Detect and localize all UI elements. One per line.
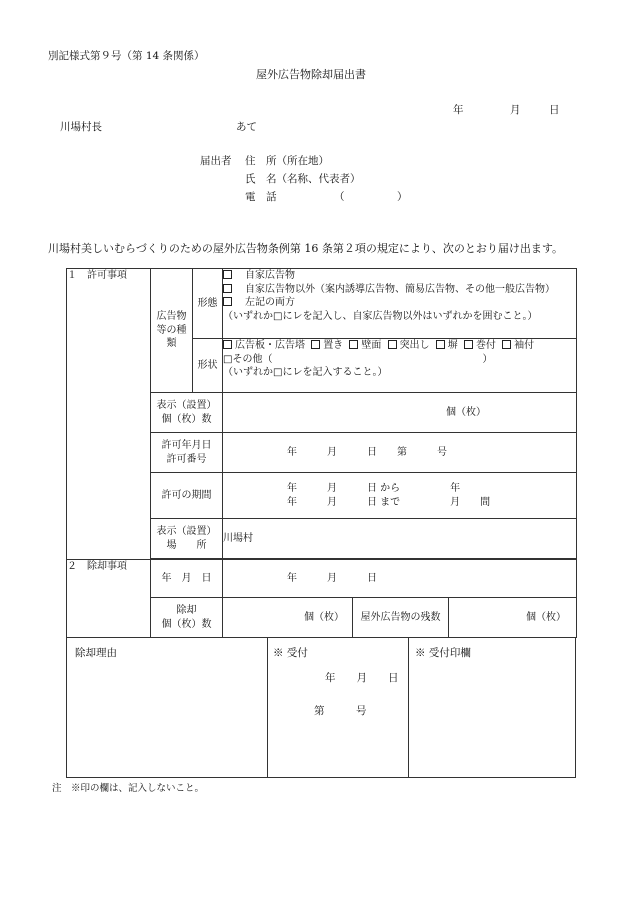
phone-label: 電 話 xyxy=(245,191,277,203)
checkbox-icon[interactable] xyxy=(349,340,358,349)
form-options-cell xyxy=(223,269,577,339)
shape-option-placed[interactable]: 置き xyxy=(311,340,343,351)
name-label: 氏 名（名称、代表者） xyxy=(245,173,361,185)
removed-count-label-cell xyxy=(151,598,223,638)
section1-label-cell xyxy=(67,269,151,560)
section1-label: １ 許可事項 xyxy=(67,270,127,281)
permit-period-label: 許可の期間 xyxy=(161,489,212,501)
permit-date-field[interactable] xyxy=(223,433,577,473)
display-count-label-1: 表示（設置） xyxy=(156,400,217,411)
form-label: 形態 xyxy=(197,297,218,309)
checkbox-icon[interactable] xyxy=(223,284,232,293)
removal-date-label-cell xyxy=(151,560,223,598)
shape-label-cell xyxy=(193,339,223,393)
permit-date-label-cell xyxy=(151,433,223,473)
address-label: 住 所（所在地） xyxy=(245,155,329,167)
addressee-suffix: あて xyxy=(236,121,257,133)
statement-text: 川場村美しいむらづくりのための屋外広告物条例第 16 条第２項の規定により、次のとおり届け出ます。 xyxy=(48,242,563,255)
notification-form-table xyxy=(66,268,577,638)
form-option-other[interactable]: 自家広告物以外（案内誘導広告物、簡易広告物、その他一般広告物） xyxy=(223,283,576,297)
form-reference: 別記様式第９号（第 14 条関係） xyxy=(48,50,205,62)
location-value: 川場村 xyxy=(223,532,253,544)
date-year: 年 xyxy=(453,104,464,116)
shape-option-other[interactable]: □その他（ ） xyxy=(223,353,493,365)
location-label-2: 場 所 xyxy=(166,539,207,551)
permit-period-from: 年 月 日 から 年 xyxy=(287,483,461,494)
permit-date-label-1: 許可年月日 xyxy=(161,440,212,451)
removal-date-label: 年 月 日 xyxy=(161,572,212,584)
receipt-stamp-box xyxy=(408,637,576,778)
display-count-field[interactable] xyxy=(223,393,577,433)
permit-period-field[interactable] xyxy=(223,473,577,519)
shape-option-wrapped[interactable]: 巻付 xyxy=(464,340,496,351)
shape-option-wall[interactable]: 壁面 xyxy=(349,340,381,351)
addressee: 川場村長 xyxy=(60,121,102,133)
checkbox-icon[interactable] xyxy=(223,340,232,349)
footnote: 注 ※印の欄は、記入しないこと。 xyxy=(52,783,205,794)
shape-option-sleeve[interactable]: 袖付 xyxy=(502,340,534,351)
checkbox-icon[interactable] xyxy=(502,340,511,349)
applicant-label: 届出者 xyxy=(200,155,232,167)
receipt-label: ※ 受付 xyxy=(273,647,308,659)
permit-period-label-cell xyxy=(151,473,223,519)
shape-label: 形状 xyxy=(197,359,218,371)
shape-option-fence[interactable]: 塀 xyxy=(436,340,458,351)
date-day: 日 xyxy=(549,104,560,116)
checkbox-icon[interactable] xyxy=(388,340,397,349)
permit-date-label-2: 許可番号 xyxy=(166,453,207,465)
form-label-cell xyxy=(193,269,223,339)
document-title: 屋外広告物除却届出書 xyxy=(256,68,366,81)
ad-type-label-cell xyxy=(151,269,193,393)
location-label-1: 表示（設置） xyxy=(156,526,217,537)
removal-reason-label: 除却理由 xyxy=(75,647,117,659)
remaining-count-field[interactable] xyxy=(449,598,577,638)
receipt-number: 第 号 xyxy=(314,705,367,717)
location-label-cell xyxy=(151,519,223,559)
form-note: （いずれか□にレを記入し、自家広告物以外はいずれかを囲むこと。） xyxy=(223,310,538,322)
removed-count-label-2: 個（枚）数 xyxy=(161,618,212,630)
form-option-own[interactable]: 自家広告物 xyxy=(223,269,576,283)
removal-date-value: 年 月 日 xyxy=(287,572,377,584)
receipt-stamp-label: ※ 受付印欄 xyxy=(415,647,471,659)
checkbox-icon[interactable] xyxy=(464,340,473,349)
section2-label: ２ 除却事項 xyxy=(67,561,127,572)
permit-date-value: 年 月 日 第 号 xyxy=(287,446,447,458)
shape-options-row xyxy=(223,339,576,353)
display-count-label-2: 個（枚）数 xyxy=(161,413,212,425)
location-field[interactable] xyxy=(223,519,577,559)
form-option-both[interactable]: 左記の両方 xyxy=(223,296,576,310)
receipt-date: 年 月 日 xyxy=(325,672,399,684)
permit-period-to: 年 月 日 まで 月 間 xyxy=(287,496,491,508)
ad-type-label: 広告物等の種類 xyxy=(156,311,187,350)
shape-options-cell xyxy=(223,339,577,393)
remaining-label-cell xyxy=(353,598,449,638)
removal-reason-box[interactable] xyxy=(66,637,268,778)
remaining-label: 屋外広告物の残数 xyxy=(360,611,441,623)
shape-option-board[interactable]: 広告板・広告塔 xyxy=(223,340,305,351)
checkbox-icon[interactable] xyxy=(223,297,232,306)
removed-count-field[interactable] xyxy=(223,598,353,638)
section2-label-cell xyxy=(67,560,151,638)
shape-note: （いずれか□にレを記入すること。） xyxy=(223,367,388,378)
date-month: 月 xyxy=(510,104,521,116)
removal-date-field[interactable] xyxy=(223,560,577,598)
display-count-label-cell xyxy=(151,393,223,433)
checkbox-icon[interactable] xyxy=(436,340,445,349)
phone-parens: （ ） xyxy=(334,191,408,203)
remaining-count-unit: 個（枚） xyxy=(526,611,566,623)
checkbox-icon[interactable] xyxy=(311,340,320,349)
removed-count-label-1: 除却 xyxy=(176,605,197,616)
checkbox-icon[interactable] xyxy=(223,270,232,279)
shape-option-projecting[interactable]: 突出し xyxy=(388,340,430,351)
display-count-unit: 個（枚） xyxy=(446,406,486,418)
removed-count-unit: 個（枚） xyxy=(304,611,344,623)
receipt-box xyxy=(267,637,409,778)
